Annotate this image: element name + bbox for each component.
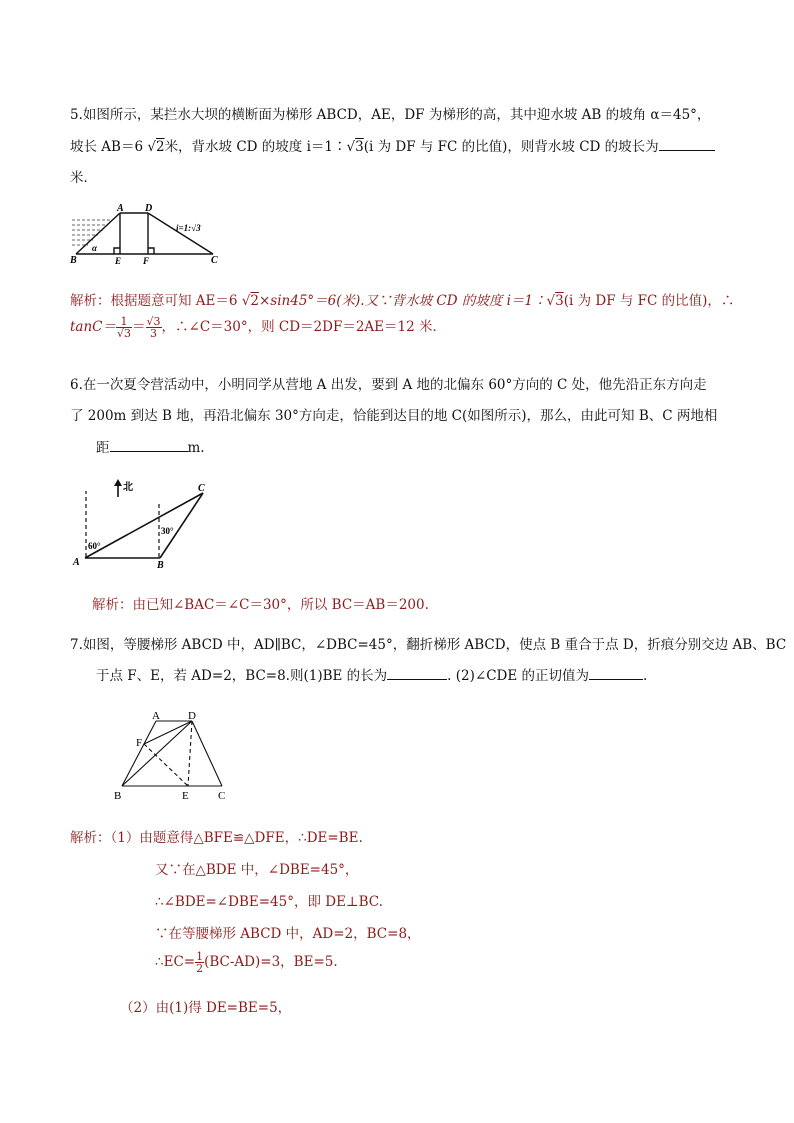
q7-answer-line4: ∵在等腰梯形 ABCD 中，AD=2，BC=8， (155, 926, 421, 942)
q5-label-alpha: α (92, 243, 97, 253)
q7-label-B: B (114, 790, 122, 802)
q6-label-B: B (157, 560, 164, 569)
q6-label-A: A (73, 557, 80, 568)
q7-answer-line5: ∴EC= $\frac{1}{2}$ (BC-AD)=3，BE=5. (155, 950, 338, 975)
q5-label-D: D (145, 203, 153, 214)
q6-angle-60: 60° (88, 541, 101, 551)
q7-answer-line2: 又∵在△BDE 中，∠DBE=45°， (155, 862, 359, 878)
q5-line2: 坡长 AB＝6 √2米，背水坡 CD 的坡度 i＝1∶√3(i 为 DF 与 FC 的比值)，则背水坡 CD 的坡长为 (70, 135, 715, 155)
q7-label-A: A (152, 710, 160, 722)
q6-label-C: C (198, 483, 205, 494)
q6-route-figure (72, 477, 222, 569)
q6-line1: 6.在一次夏令营活动中，小明同学从营地 A 出发，要到 A 地的北偏东 60°方向的 C 处，他先沿正东方向走 (70, 377, 707, 393)
q7-answer-line6: （2）由(1)得 DE=BE=5， (120, 1000, 292, 1016)
q5-label-B: B (70, 255, 77, 266)
q7-answer-line1: 解析：（1）由题意得△BFE≌△DFE，∴DE=BE. (70, 830, 363, 846)
q5-frac2: $\frac{√3}{3}$ (146, 315, 161, 340)
q6-answer: 解析：由已知∠BAC＝∠C＝30°，所以 BC＝AB＝200. (92, 597, 429, 613)
q7-label-F: F (136, 737, 143, 749)
q6-angle-30: 30° (161, 526, 174, 536)
q5-line1: 5.如图所示，某拦水大坝的横断面为梯形 ABCD，AE，DF 为梯形的高，其中迎水坡 AB 的坡角 α＝45°， (70, 107, 711, 123)
q5-answer-line2: tanC＝ $\frac{1}{√3}$ ＝ $\frac{√3}{3}$ ，∴∠C＝30°，则 CD＝2DF＝2AE＝12 米． (70, 315, 446, 340)
q5-answer-line1: 解析：根据题意可知 AE＝6 √2×sin45°＝6(米).又∵背水坡 CD 的坡度 i＝1∶√3(i 为 DF 与 FC 的比值)，∴ (70, 293, 735, 309)
q5-line3: 米． (70, 170, 97, 186)
q7-blank-1[interactable] (387, 665, 447, 680)
q6-answer-blank[interactable] (110, 437, 188, 452)
q7-line2: 于点 F、E，若 AD=2，BC=8.则(1)BE 的长为 . (2)∠CDE 的正切值为 . (96, 664, 647, 684)
q7-trapezoid-figure (110, 704, 240, 804)
q7-line1: 7.如图，等腰梯形 ABCD 中，AD∥BC，∠DBC=45°，翻折梯形 ABCD，使点 B 重合于点 D，折痕分别交边 AB、BC (70, 637, 787, 653)
q6-line3: 距 m. (96, 436, 205, 456)
q7-label-C: C (218, 790, 226, 802)
q5-label-A: A (117, 203, 124, 214)
q7-blank-2[interactable] (589, 665, 643, 680)
q7-frac-half: $\frac{1}{2}$ (196, 950, 204, 975)
q5-label-F: F (143, 256, 150, 266)
q7-answer-line3: ∴∠BDE=∠DBE=45°，即 DE⊥BC. (155, 894, 383, 910)
q7-label-E: E (182, 790, 189, 802)
q7-label-D: D (188, 710, 196, 722)
q6-north-label: 北 (123, 482, 133, 493)
q5-slope-label: i=1:√3 (176, 223, 201, 233)
q5-label-E: E (115, 256, 122, 266)
q5-dam-figure (68, 200, 228, 266)
q5-label-C: C (211, 255, 218, 266)
q5-frac1: $\frac{1}{√3}$ (117, 315, 132, 340)
q5-answer-blank[interactable] (659, 136, 715, 151)
q6-line2: 了 200m 到达 B 地，再沿北偏东 30°方向走，恰能到达目的地 C(如图所示)，那么，由此可知 B、C 两地相 (70, 408, 718, 424)
